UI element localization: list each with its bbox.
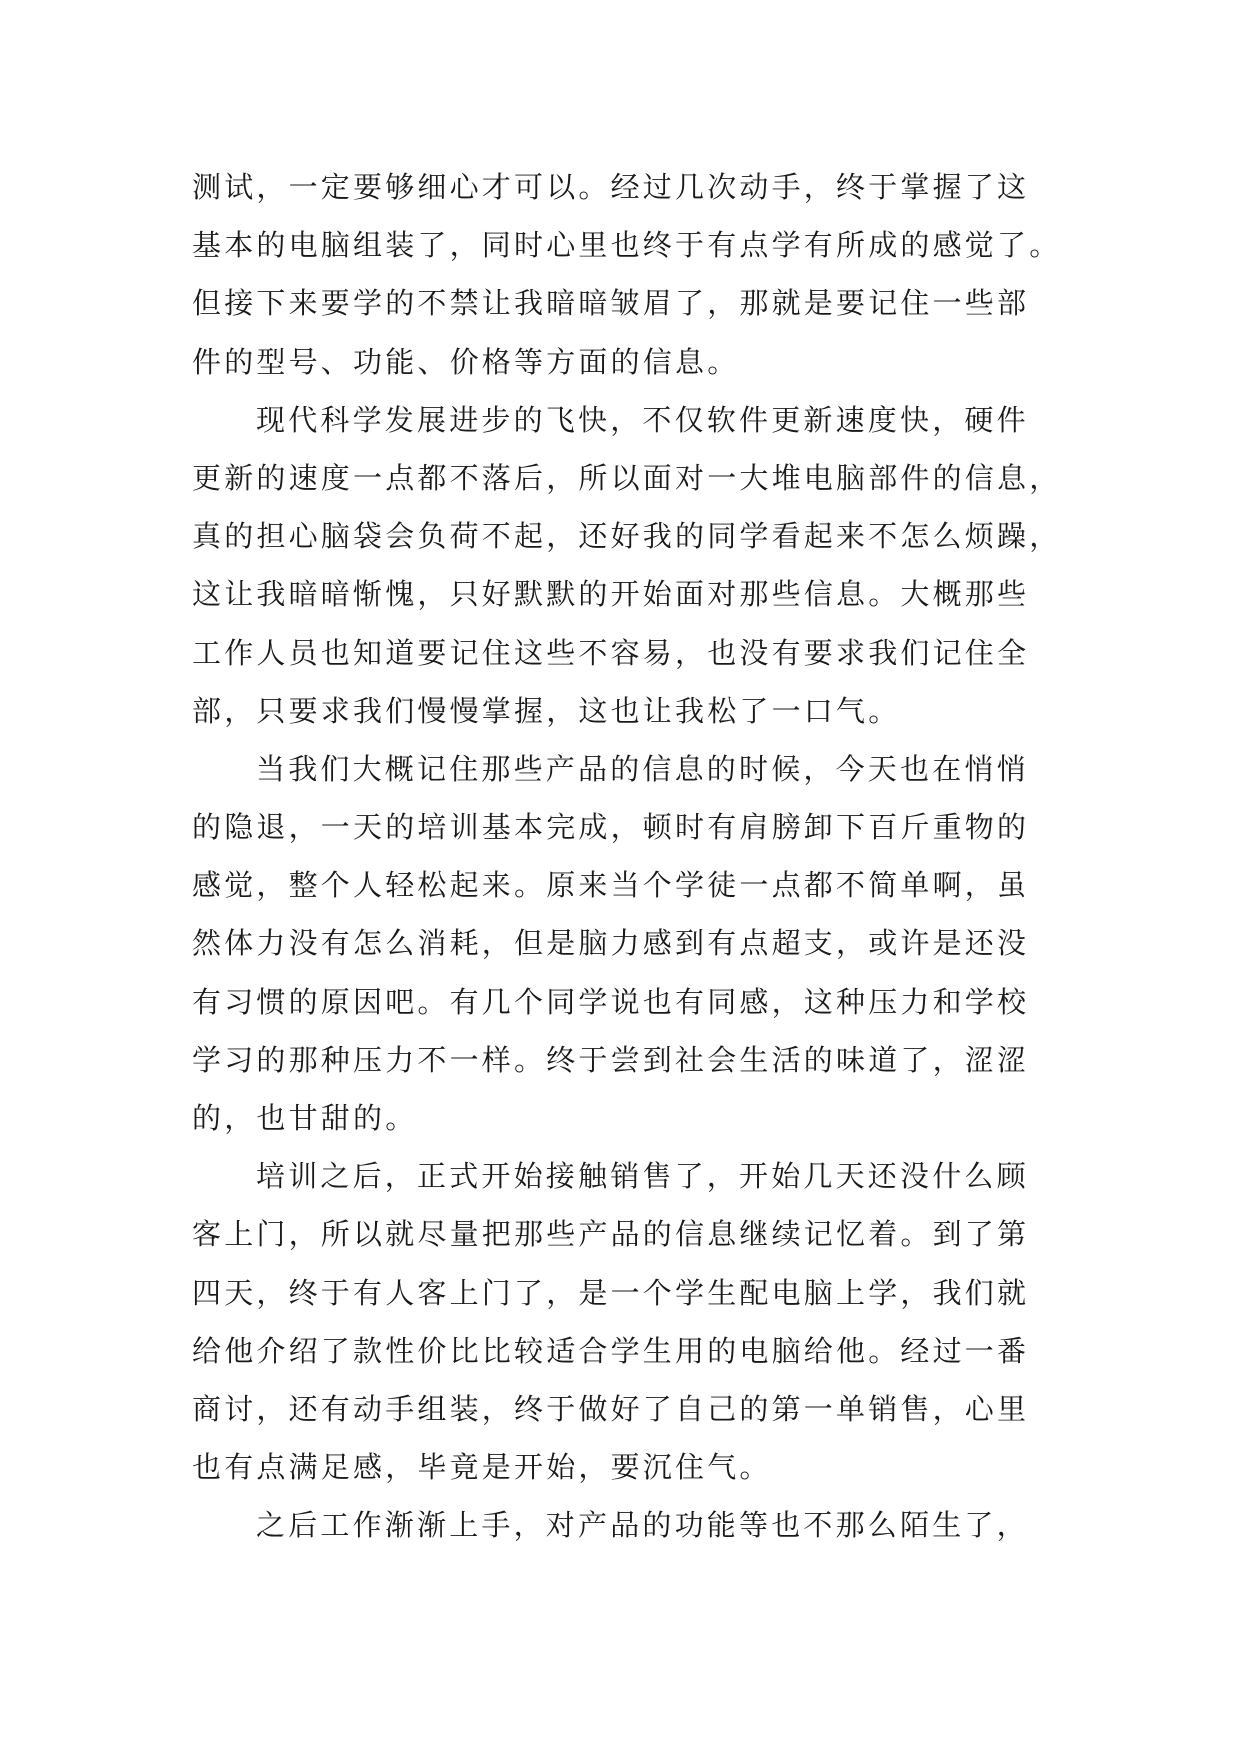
text-line-9: 工作人员也知道要记住这些不容易，也没有要求我们记住全 [192,635,1030,670]
text-line-7: 真的担心脑袋会负荷不起，还好我的同学看起来不怎么烦躁， [192,519,1062,554]
text-line-23: 也有点满足感，毕竟是开始，要沉住气。 [192,1450,772,1485]
text-line-5: 现代科学发展进步的飞快，不仅软件更新速度快，硬件 [256,402,1029,437]
text-line-12: 的隐退，一天的培训基本完成，顿时有肩膀卸下百斤重物的 [192,810,1030,845]
text-line-21: 给他介绍了款性价比比较适合学生用的电脑给他。经过一番 [192,1333,1030,1368]
text-line-2: 基本的电脑组装了，同时心里也终于有点学有所成的感觉了。 [192,228,1062,263]
text-line-24: 之后工作渐渐上手，对产品的功能等也不那么陌生了， [256,1508,1029,1543]
text-line-22: 商讨，还有动手组装，终于做好了自己的第一单销售，心里 [192,1391,1030,1426]
text-line-20: 四天，终于有人客上门了，是一个学生配电脑上学，我们就 [192,1275,1030,1310]
text-line-18: 培训之后，正式开始接触销售了，开始几天还没什么顾 [256,1159,1029,1194]
text-line-10: 部，只要求我们慢慢掌握，这也让我松了一口气。 [192,693,901,728]
text-line-15: 有习惯的原因吧。有几个同学说也有同感，这种压力和学校 [192,984,1030,1019]
text-line-13: 感觉，整个人轻松起来。原来当个学徒一点都不简单啊，虽 [192,868,1030,903]
text-line-3: 但接下来要学的不禁让我暗暗皱眉了，那就是要记住一些部 [192,286,1030,321]
text-line-11: 当我们大概记住那些产品的信息的时候，今天也在悄悄 [256,751,1029,786]
text-line-17: 的，也甘甜的。 [192,1101,418,1135]
body-text [192,158,1092,1555]
text-line-4: 件的型号、功能、价格等方面的信息。 [192,344,740,379]
text-line-14: 然体力没有怎么消耗，但是脑力感到有点超支，或许是还没 [192,926,1030,961]
text-line-8: 这让我暗暗惭愧，只好默默的开始面对那些信息。大概那些 [192,577,1030,612]
text-line-19: 客上门，所以就尽量把那些产品的信息继续记忆着。到了第 [192,1217,1030,1252]
text-line-16: 学习的那种压力不一样。终于尝到社会生活的味道了，涩涩 [192,1042,1030,1077]
text-line-6: 更新的速度一点都不落后，所以面对一大堆电脑部件的信息， [192,460,1062,495]
text-line-1: 测试，一定要够细心才可以。经过几次动手，终于掌握了这 [192,170,1030,204]
